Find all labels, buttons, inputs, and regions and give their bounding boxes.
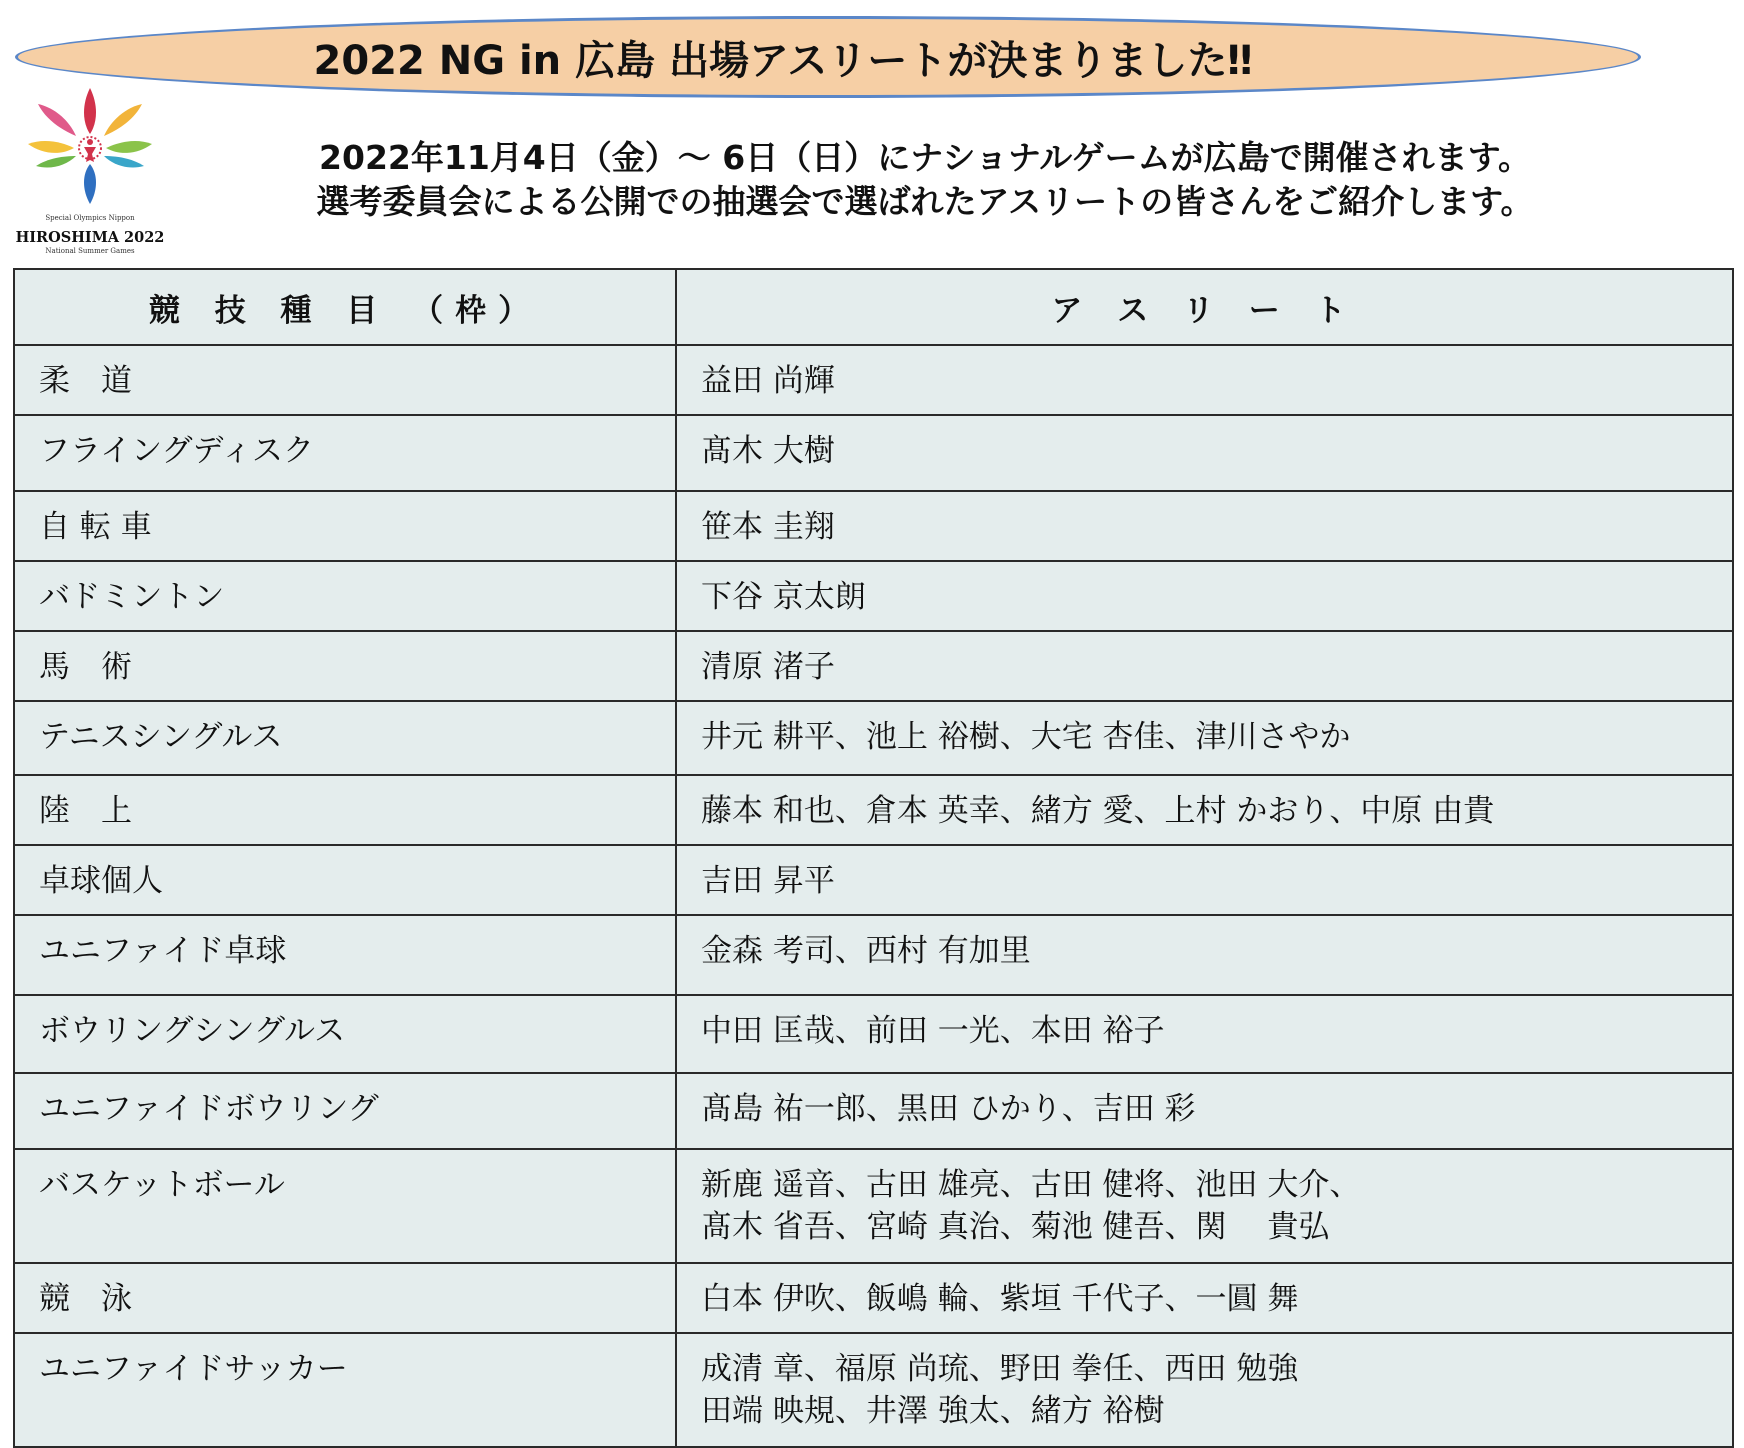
table-row bbox=[14, 775, 1733, 845]
title-banner bbox=[15, 16, 1641, 98]
athletes-cell bbox=[676, 491, 1733, 561]
table-row bbox=[14, 845, 1733, 915]
table-row bbox=[14, 915, 1733, 995]
special-olympics-flower-icon bbox=[20, 86, 160, 206]
logo-subtitle-bottom: National Summer Games bbox=[45, 247, 135, 255]
event-cell: ボウリングシングルス bbox=[14, 995, 676, 1073]
header-event: 競 技 種 目 （枠） bbox=[14, 269, 676, 345]
intro-text bbox=[210, 136, 1640, 224]
event-cell: 柔 道 bbox=[14, 345, 676, 415]
event-cell: 陸 上 bbox=[14, 775, 676, 845]
athletes-line: 笹本 圭翔 bbox=[701, 509, 835, 545]
athletes-line: 髙島 祐一郎、黒田 ひかり、吉田 彩 bbox=[701, 1091, 1196, 1127]
page-title: 2022 NG in 広島 出場アスリートが決まりました‼ bbox=[313, 37, 1253, 84]
athletes-line: 井元 耕平、池上 裕樹、大宅 杏佳、津川さやか bbox=[701, 719, 1351, 755]
table-row bbox=[14, 1333, 1733, 1447]
athletes-line: 髙木 大樹 bbox=[701, 433, 835, 469]
athletes-cell bbox=[676, 631, 1733, 701]
athletes-cell bbox=[676, 775, 1733, 845]
athletes-cell bbox=[676, 345, 1733, 415]
athletes-cell bbox=[676, 701, 1733, 775]
athletes-line: 下谷 京太朗 bbox=[701, 579, 866, 615]
athletes-cell bbox=[676, 1333, 1733, 1447]
athletes-line: 白本 伊吹、飯嶋 輪、紫垣 千代子、一圓 舞 bbox=[701, 1281, 1299, 1317]
athletes-cell bbox=[676, 1149, 1733, 1263]
athletes-cell bbox=[676, 995, 1733, 1073]
athletes-line: 益田 尚輝 bbox=[701, 363, 835, 399]
athletes-cell bbox=[676, 845, 1733, 915]
event-cell: 卓球個人 bbox=[14, 845, 676, 915]
event-cell: バドミントン bbox=[14, 561, 676, 631]
athletes-line: 中田 匡哉、前田 一光、本田 裕子 bbox=[701, 1013, 1165, 1049]
athletes-line: 清原 渚子 bbox=[701, 649, 835, 685]
athletes-cell bbox=[676, 1073, 1733, 1149]
intro-line-2: 選考委員会による公開での抽選会で選ばれたアスリートの皆さんをご紹介します。 bbox=[316, 182, 1534, 221]
table-row bbox=[14, 701, 1733, 775]
table-row bbox=[14, 561, 1733, 631]
event-cell: バスケットボール bbox=[14, 1149, 676, 1263]
event-cell: 馬 術 bbox=[14, 631, 676, 701]
logo-name: HIROSHIMA 2022 bbox=[15, 229, 165, 246]
table-row bbox=[14, 1263, 1733, 1333]
event-cell: ユニファイド卓球 bbox=[14, 915, 676, 995]
event-cell: フライングディスク bbox=[14, 415, 676, 491]
athletes-cell bbox=[676, 1263, 1733, 1333]
table-row bbox=[14, 415, 1733, 491]
athletes-line: 成清 章、福原 尚琉、野田 拳任、西田 勉強 bbox=[701, 1351, 1299, 1387]
athletes-line: 田端 映規、井澤 強太、緒方 裕樹 bbox=[701, 1393, 1165, 1429]
athletes-line: 髙木 省吾、宮崎 真治、菊池 健吾、関 貴弘 bbox=[701, 1209, 1330, 1245]
table-row bbox=[14, 345, 1733, 415]
table-row bbox=[14, 1149, 1733, 1263]
header-athletes: ア ス リ ー ト bbox=[676, 269, 1733, 345]
athletes-cell bbox=[676, 915, 1733, 995]
athletes-cell bbox=[676, 561, 1733, 631]
event-cell: ユニファイドサッカー bbox=[14, 1333, 676, 1447]
athletes-table bbox=[13, 268, 1734, 1448]
athletes-cell bbox=[676, 415, 1733, 491]
athletes-line: 金森 考司、西村 有加里 bbox=[701, 933, 1031, 969]
athletes-line: 吉田 昇平 bbox=[701, 863, 835, 899]
intro-line-1: 2022年11月4日（金）～ 6日（日）にナショナルゲームが広島で開催されます。 bbox=[319, 138, 1531, 177]
logo-subtitle-top: Special Olympics Nippon bbox=[45, 214, 135, 222]
table-row bbox=[14, 995, 1733, 1073]
table-row bbox=[14, 1073, 1733, 1149]
table-header-row bbox=[14, 269, 1733, 345]
event-cell: テニスシングルス bbox=[14, 701, 676, 775]
event-cell: 競 泳 bbox=[14, 1263, 676, 1333]
athletes-line: 藤本 和也、倉本 英幸、緒方 愛、上村 かおり、中原 由貴 bbox=[701, 793, 1495, 829]
event-cell: 自 転 車 bbox=[14, 491, 676, 561]
athletes-line: 新鹿 遥音、古田 雄亮、古田 健将、池田 大介、 bbox=[701, 1167, 1361, 1203]
table-row bbox=[14, 631, 1733, 701]
table-row bbox=[14, 491, 1733, 561]
event-cell: ユニファイドボウリング bbox=[14, 1073, 676, 1149]
hiroshima-2022-logo bbox=[10, 86, 170, 258]
